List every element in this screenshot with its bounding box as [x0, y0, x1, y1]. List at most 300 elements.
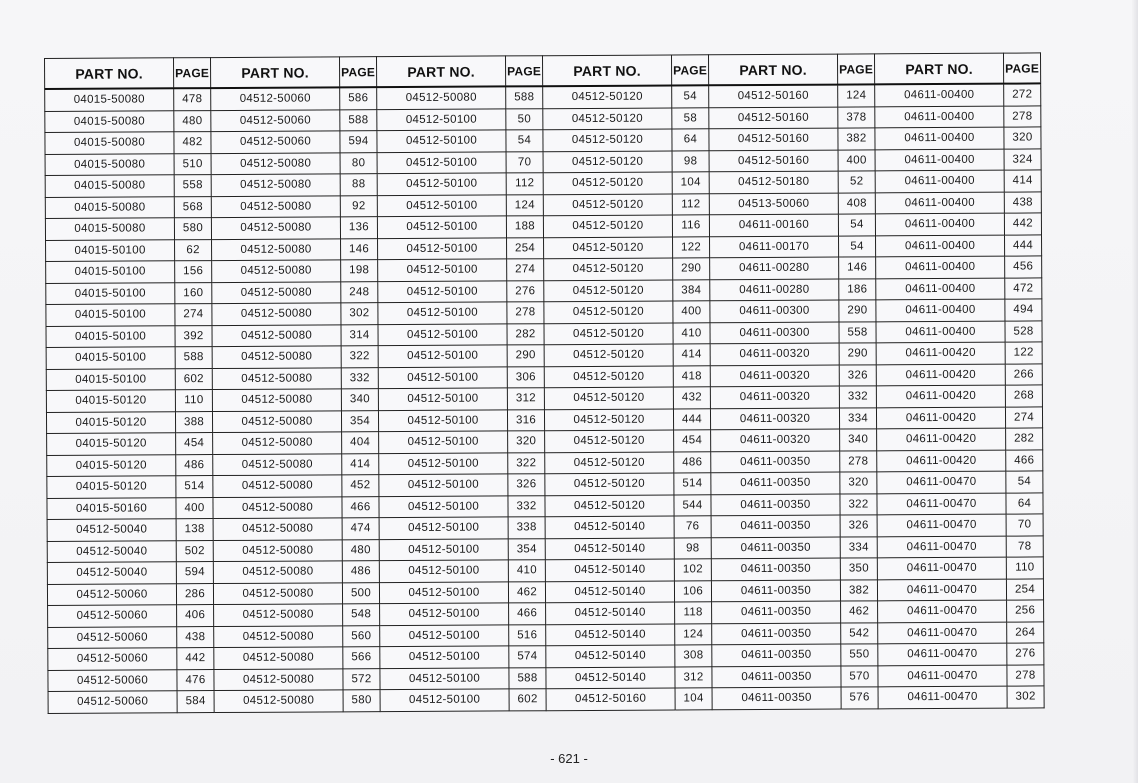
- page-reference-cell: 378: [838, 106, 875, 128]
- page-reference-cell: 116: [672, 215, 709, 237]
- part-number-cell: 04611-00470: [878, 600, 1007, 622]
- part-number-cell: 04512-50060: [48, 691, 177, 713]
- page-reference-cell: 274: [507, 259, 544, 281]
- part-number-cell: 04512-50100: [377, 108, 506, 130]
- part-number-cell: 04512-50140: [545, 516, 674, 538]
- page-reference-cell: 290: [507, 345, 544, 367]
- part-number-cell: 04512-50120: [543, 193, 672, 215]
- part-number-cell: 04512-50140: [545, 559, 674, 581]
- part-number-cell: 04611-00350: [711, 515, 840, 537]
- part-number-cell: 04512-50140: [546, 623, 675, 645]
- part-number-cell: 04512-50160: [546, 688, 675, 710]
- part-number-cell: 04611-00350: [711, 494, 840, 516]
- part-no-header: PART NO.: [376, 56, 505, 87]
- page-reference-cell: 560: [343, 625, 380, 647]
- page-reference-cell: 278: [840, 450, 877, 472]
- page-reference-cell: 290: [839, 300, 876, 322]
- page-reference-cell: 266: [1005, 363, 1042, 385]
- page-reference-cell: 286: [176, 583, 213, 605]
- part-number-cell: 04512-50080: [213, 496, 342, 518]
- part-number-cell: 04512-50080: [214, 668, 343, 690]
- part-number-cell: 04015-50080: [45, 110, 174, 132]
- page-reference-cell: 64: [672, 129, 709, 151]
- page-reference-cell: 198: [341, 260, 378, 282]
- page-reference-cell: 480: [174, 110, 211, 132]
- part-number-cell: 04611-00160: [709, 214, 838, 236]
- page-reference-cell: 594: [176, 562, 213, 584]
- page-reference-cell: 442: [1004, 213, 1041, 235]
- part-number-cell: 04015-50080: [45, 196, 174, 218]
- page-reference-cell: 320: [1004, 127, 1041, 149]
- part-number-cell: 04512-50080: [214, 690, 343, 712]
- page-reference-cell: 58: [672, 107, 709, 129]
- part-number-cell: 04512-50080: [212, 303, 341, 325]
- part-number-cell: 04512-50080: [213, 561, 342, 583]
- page-reference-cell: 146: [341, 238, 378, 260]
- page-reference-cell: 500: [342, 582, 379, 604]
- page-reference-cell: 50: [506, 108, 543, 130]
- page-reference-cell: 442: [177, 648, 214, 670]
- page-reference-cell: 354: [508, 538, 545, 560]
- part-number-cell: 04512-50120: [545, 430, 674, 452]
- page-reference-cell: 322: [508, 452, 545, 474]
- part-number-cell: 04611-00420: [877, 450, 1006, 472]
- part-number-cell: 04512-50080: [213, 453, 342, 475]
- page-reference-cell: 254: [507, 237, 544, 259]
- page-reference-cell: 306: [507, 366, 544, 388]
- part-number-cell: 04611-00470: [878, 643, 1007, 665]
- page-reference-cell: 486: [176, 454, 213, 476]
- part-number-cell: 04015-50080: [45, 153, 174, 175]
- part-number-cell: 04611-00470: [877, 579, 1006, 601]
- part-number-cell: 04512-50140: [546, 645, 675, 667]
- part-number-cell: 04512-50060: [48, 626, 177, 648]
- part-number-cell: 04512-50120: [543, 215, 672, 237]
- part-number-cell: 04512-50160: [709, 128, 838, 150]
- part-number-cell: 04512-50100: [378, 323, 507, 345]
- page-reference-cell: 444: [1005, 234, 1042, 256]
- part-number-cell: 04611-00170: [710, 236, 839, 258]
- page-reference-cell: 544: [674, 494, 711, 516]
- part-number-cell: 04512-50100: [378, 259, 507, 281]
- part-no-header: PART NO.: [542, 55, 671, 86]
- page-reference-cell: 76: [674, 516, 711, 538]
- part-number-cell: 04611-00350: [712, 601, 841, 623]
- page-reference-cell: 438: [1004, 191, 1041, 213]
- page-reference-cell: 584: [177, 691, 214, 713]
- page-reference-cell: 64: [1006, 492, 1043, 514]
- page-reference-cell: 70: [506, 151, 543, 173]
- part-number-cell: 04015-50100: [46, 368, 175, 390]
- page-reference-cell: 326: [839, 364, 876, 386]
- part-number-cell: 04512-50100: [378, 280, 507, 302]
- page-reference-cell: 478: [174, 88, 211, 110]
- part-number-cell: 04512-50120: [544, 236, 673, 258]
- part-number-cell: 04512-50100: [379, 560, 508, 582]
- part-number-cell: 04611-00400: [876, 278, 1005, 300]
- part-number-cell: 04015-50100: [46, 282, 175, 304]
- page-reference-cell: 550: [841, 644, 878, 666]
- page-reference-cell: 106: [674, 580, 711, 602]
- page-reference-cell: 316: [507, 409, 544, 431]
- part-number-cell: 04611-00400: [876, 256, 1005, 278]
- part-number-cell: 04611-00300: [710, 322, 839, 344]
- page-reference-cell: 282: [507, 323, 544, 345]
- part-number-cell: 04512-50080: [212, 324, 341, 346]
- page-reference-cell: 136: [340, 217, 377, 239]
- part-number-cell: 04512-50080: [211, 217, 340, 239]
- page-reference-cell: 248: [341, 281, 378, 303]
- page-reference-cell: 382: [838, 128, 875, 150]
- part-number-cell: 04015-50100: [46, 304, 175, 326]
- page-reference-cell: 104: [672, 172, 709, 194]
- part-number-cell: 04611-00470: [877, 514, 1006, 536]
- page-reference-cell: 314: [341, 324, 378, 346]
- part-number-cell: 04611-00400: [875, 192, 1004, 214]
- part-number-cell: 04512-50120: [544, 408, 673, 430]
- page-reference-cell: 588: [509, 667, 546, 689]
- table-row: [48, 686, 1044, 713]
- part-no-header: PART NO.: [874, 53, 1003, 84]
- part-number-cell: 04611-00400: [876, 321, 1005, 343]
- page-reference-cell: 278: [1007, 664, 1044, 686]
- part-number-cell: 04611-00350: [712, 687, 841, 709]
- page-reference-cell: 278: [507, 302, 544, 324]
- page-reference-cell: 338: [508, 517, 545, 539]
- part-number-cell: 04513-50060: [709, 193, 838, 215]
- part-number-cell: 04512-50080: [212, 367, 341, 389]
- part-number-cell: 04611-00320: [710, 365, 839, 387]
- part-number-cell: 04611-00350: [711, 472, 840, 494]
- part-number-cell: 04611-00470: [877, 557, 1006, 579]
- page-reference-cell: 70: [1006, 514, 1043, 536]
- page-reference-cell: 186: [839, 278, 876, 300]
- part-number-cell: 04512-50120: [543, 85, 672, 108]
- part-number-cell: 04512-50080: [213, 475, 342, 497]
- part-number-cell: 04512-50060: [47, 583, 176, 605]
- part-number-cell: 04611-00470: [878, 622, 1007, 644]
- part-number-cell: 04512-50120: [544, 258, 673, 280]
- page-reference-cell: 122: [673, 236, 710, 258]
- page-reference-cell: 326: [508, 474, 545, 496]
- page-reference-cell: 118: [675, 602, 712, 624]
- page-reference-cell: 278: [1004, 105, 1041, 127]
- part-number-cell: 04512-50100: [379, 495, 508, 517]
- page-reference-cell: 384: [673, 279, 710, 301]
- part-number-cell: 04512-50080: [212, 281, 341, 303]
- part-number-cell: 04512-50060: [48, 648, 177, 670]
- part-number-cell: 04512-50080: [213, 432, 342, 454]
- page-reference-cell: 312: [675, 666, 712, 688]
- part-number-cell: 04512-50120: [544, 365, 673, 387]
- page-reference-cell: 332: [341, 367, 378, 389]
- page-reference-cell: 274: [175, 304, 212, 326]
- page-reference-cell: 452: [342, 475, 379, 497]
- part-number-cell: 04512-50100: [380, 646, 509, 668]
- page-reference-cell: 156: [175, 261, 212, 283]
- page-reference-cell: 88: [340, 174, 377, 196]
- part-number-cell: 04611-00280: [710, 257, 839, 279]
- page-reference-cell: 418: [673, 365, 710, 387]
- page-reference-cell: 54: [506, 130, 543, 152]
- part-number-cell: 04611-00400: [875, 149, 1004, 171]
- part-number-cell: 04512-50100: [378, 388, 507, 410]
- page-reference-cell: 388: [175, 411, 212, 433]
- page-reference-cell: 588: [506, 86, 543, 108]
- part-number-cell: 04512-50080: [212, 238, 341, 260]
- page-reference-cell: 334: [839, 407, 876, 429]
- page-reference-cell: 482: [174, 132, 211, 154]
- page-reference-cell: 494: [1005, 299, 1042, 321]
- page-reference-cell: 586: [340, 87, 377, 109]
- page-reference-cell: 340: [840, 429, 877, 451]
- page-reference-cell: 332: [839, 386, 876, 408]
- page-reference-cell: 78: [1006, 535, 1043, 557]
- part-number-cell: 04015-50080: [45, 218, 174, 240]
- page-reference-cell: 548: [343, 604, 380, 626]
- part-number-cell: 04512-50080: [377, 86, 506, 109]
- page-reference-cell: 146: [839, 257, 876, 279]
- part-number-cell: 04611-00420: [876, 342, 1005, 364]
- page-reference-cell: 572: [343, 668, 380, 690]
- part-number-cell: 04015-50080: [45, 88, 174, 111]
- page-reference-cell: 308: [675, 645, 712, 667]
- part-number-cell: 04512-50100: [377, 173, 506, 195]
- page-reference-cell: 138: [176, 519, 213, 541]
- scan-edge-shadow: [1132, 0, 1138, 783]
- part-number-cell: 04015-50120: [46, 411, 175, 433]
- part-number-cell: 04512-50060: [48, 605, 177, 627]
- page-reference-cell: 456: [1005, 256, 1042, 278]
- part-number-cell: 04015-50100: [46, 239, 175, 261]
- part-number-cell: 04015-50160: [47, 497, 176, 519]
- part-number-cell: 04512-50100: [378, 345, 507, 367]
- part-number-cell: 04015-50080: [45, 132, 174, 154]
- page-reference-cell: 466: [509, 603, 546, 625]
- page-reference-cell: 104: [675, 688, 712, 710]
- part-number-cell: 04611-00420: [877, 428, 1006, 450]
- part-number-cell: 04015-50120: [47, 433, 176, 455]
- page-reference-cell: 112: [672, 193, 709, 215]
- part-number-cell: 04611-00400: [875, 84, 1004, 107]
- page-reference-cell: 580: [343, 690, 380, 712]
- page-reference-cell: 302: [1007, 686, 1044, 708]
- page-reference-cell: 80: [340, 152, 377, 174]
- part-number-cell: 04611-00350: [711, 451, 840, 473]
- page-reference-cell: 408: [838, 192, 875, 214]
- part-number-cell: 04512-50120: [543, 107, 672, 129]
- part-number-cell: 04512-50080: [213, 539, 342, 561]
- part-number-cell: 04512-50120: [545, 494, 674, 516]
- part-number-cell: 04611-00470: [877, 471, 1006, 493]
- part-number-cell: 04512-50100: [380, 689, 509, 711]
- page-reference-cell: 588: [340, 109, 377, 131]
- page-reference-cell: 302: [341, 303, 378, 325]
- page-reference-cell: 254: [1006, 578, 1043, 600]
- page-reference-cell: 400: [673, 301, 710, 323]
- page-reference-cell: 62: [175, 239, 212, 261]
- page-reference-cell: 110: [175, 390, 212, 412]
- part-number-cell: 04611-00350: [712, 644, 841, 666]
- page-reference-cell: 382: [840, 579, 877, 601]
- page-reference-cell: 276: [507, 280, 544, 302]
- page-reference-cell: 332: [508, 495, 545, 517]
- page-reference-cell: 264: [1007, 621, 1044, 643]
- part-number-cell: 04512-50140: [546, 666, 675, 688]
- page-reference-cell: 400: [838, 149, 875, 171]
- page-reference-cell: 414: [1004, 170, 1041, 192]
- part-number-cell: 04611-00350: [711, 558, 840, 580]
- page-reference-cell: 400: [176, 497, 213, 519]
- page-reference-cell: 486: [342, 561, 379, 583]
- part-number-cell: 04611-00420: [876, 364, 1005, 386]
- part-number-cell: 04512-50120: [545, 451, 674, 473]
- page-reference-cell: 320: [840, 472, 877, 494]
- page-reference-cell: 188: [506, 216, 543, 238]
- part-number-cell: 04512-50040: [47, 562, 176, 584]
- part-number-cell: 04015-50080: [45, 175, 174, 197]
- page-reference-cell: 98: [674, 537, 711, 559]
- page-reference-cell: 588: [175, 347, 212, 369]
- page-reference-cell: 602: [509, 689, 546, 711]
- part-number-cell: 04512-50100: [378, 237, 507, 259]
- page-reference-cell: 568: [174, 196, 211, 218]
- part-number-cell: 04512-50120: [544, 387, 673, 409]
- part-number-cell: 04611-00320: [710, 386, 839, 408]
- page-reference-cell: 570: [841, 665, 878, 687]
- page-reference-cell: 272: [1004, 83, 1041, 105]
- part-number-cell: 04512-50100: [380, 603, 509, 625]
- part-number-cell: 04015-50100: [46, 325, 175, 347]
- page-reference-cell: 112: [506, 173, 543, 195]
- part-number-cell: 04512-50100: [379, 452, 508, 474]
- page-header: PAGE: [505, 56, 542, 87]
- part-number-cell: 04512-50060: [48, 669, 177, 691]
- part-number-cell: 04512-50140: [545, 580, 674, 602]
- part-no-header: PART NO.: [211, 57, 340, 88]
- part-number-cell: 04512-50160: [709, 150, 838, 172]
- page-reference-cell: 320: [508, 431, 545, 453]
- page-reference-cell: 322: [341, 346, 378, 368]
- part-number-cell: 04512-50080: [214, 647, 343, 669]
- page-reference-cell: 340: [341, 389, 378, 411]
- page-reference-cell: 602: [175, 368, 212, 390]
- part-number-cell: 04611-00400: [875, 127, 1004, 149]
- page-reference-cell: 282: [1006, 428, 1043, 450]
- page-reference-cell: 462: [841, 601, 878, 623]
- page-reference-cell: 566: [343, 647, 380, 669]
- page-reference-cell: 124: [506, 194, 543, 216]
- part-number-cell: 04611-00470: [877, 536, 1006, 558]
- part-number-cell: 04512-50100: [380, 667, 509, 689]
- part-number-cell: 04512-50100: [377, 130, 506, 152]
- page-reference-cell: 160: [175, 282, 212, 304]
- page-reference-cell: 558: [174, 175, 211, 197]
- page-reference-cell: 124: [838, 84, 875, 106]
- page-reference-cell: 502: [176, 540, 213, 562]
- page-reference-cell: 574: [509, 646, 546, 668]
- part-number-cell: 04512-50080: [211, 152, 340, 174]
- part-number-cell: 04512-50100: [377, 216, 506, 238]
- parts-index-table-wrapper: [44, 52, 1044, 713]
- page-reference-cell: 290: [673, 258, 710, 280]
- part-number-cell: 04512-50120: [544, 279, 673, 301]
- part-number-cell: 04611-00400: [876, 299, 1005, 321]
- page-reference-cell: 54: [672, 85, 709, 107]
- page-reference-cell: 124: [675, 623, 712, 645]
- part-number-cell: 04512-50180: [709, 171, 838, 193]
- page-reference-cell: 102: [674, 559, 711, 581]
- page-reference-cell: 122: [1005, 342, 1042, 364]
- page-reference-cell: 414: [342, 453, 379, 475]
- page-reference-cell: 528: [1005, 320, 1042, 342]
- page-reference-cell: 514: [674, 473, 711, 495]
- part-number-cell: 04512-50100: [378, 409, 507, 431]
- page-reference-cell: 454: [674, 430, 711, 452]
- part-number-cell: 04512-50060: [211, 131, 340, 153]
- part-number-cell: 04611-00470: [878, 665, 1007, 687]
- page-reference-cell: 406: [177, 605, 214, 627]
- page-reference-cell: 444: [673, 408, 710, 430]
- part-no-header: PART NO.: [708, 54, 837, 85]
- part-number-cell: 04611-00320: [711, 429, 840, 451]
- part-number-cell: 04512-50120: [543, 172, 672, 194]
- page-reference-cell: 274: [1005, 406, 1042, 428]
- part-number-cell: 04512-50160: [709, 107, 838, 129]
- page-reference-cell: 514: [176, 476, 213, 498]
- page-reference-cell: 594: [340, 131, 377, 153]
- page-reference-cell: 474: [342, 518, 379, 540]
- part-number-cell: 04611-00470: [877, 493, 1006, 515]
- part-number-cell: 04611-00280: [710, 279, 839, 301]
- part-number-cell: 04512-50080: [212, 346, 341, 368]
- page-header: PAGE: [339, 57, 376, 88]
- page-reference-cell: 54: [838, 214, 875, 236]
- page-reference-cell: 324: [1004, 148, 1041, 170]
- part-number-cell: 04512-50100: [379, 538, 508, 560]
- part-number-cell: 04512-50040: [47, 519, 176, 541]
- part-number-cell: 04512-50100: [379, 581, 508, 603]
- page-header: PAGE: [671, 55, 708, 86]
- part-number-cell: 04611-00320: [710, 343, 839, 365]
- part-number-cell: 04512-50080: [213, 518, 342, 540]
- page-reference-cell: 54: [1006, 471, 1043, 493]
- part-number-cell: 04512-50120: [544, 344, 673, 366]
- part-number-cell: 04611-00470: [878, 686, 1007, 708]
- page-reference-cell: 92: [340, 195, 377, 217]
- part-number-cell: 04512-50100: [379, 431, 508, 453]
- part-number-cell: 04512-50100: [377, 194, 506, 216]
- part-number-cell: 04611-00420: [876, 407, 1005, 429]
- part-number-cell: 04512-50120: [543, 150, 672, 172]
- page-reference-cell: 350: [840, 558, 877, 580]
- part-number-cell: 04015-50120: [46, 390, 175, 412]
- page-reference-cell: 268: [1005, 385, 1042, 407]
- part-number-cell: 04512-50080: [212, 260, 341, 282]
- part-number-cell: 04015-50120: [47, 454, 176, 476]
- page-header: PAGE: [1003, 53, 1040, 84]
- part-number-cell: 04512-50060: [211, 109, 340, 131]
- part-number-cell: 04512-50140: [545, 537, 674, 559]
- parts-index-table: [44, 52, 1045, 713]
- part-number-cell: 04512-50080: [213, 582, 342, 604]
- part-number-cell: 04512-50080: [211, 195, 340, 217]
- part-number-cell: 04512-50080: [214, 625, 343, 647]
- part-number-cell: 04512-50100: [380, 624, 509, 646]
- page-reference-cell: 576: [841, 687, 878, 709]
- part-number-cell: 04611-00400: [876, 235, 1005, 257]
- part-number-cell: 04015-50120: [47, 476, 176, 498]
